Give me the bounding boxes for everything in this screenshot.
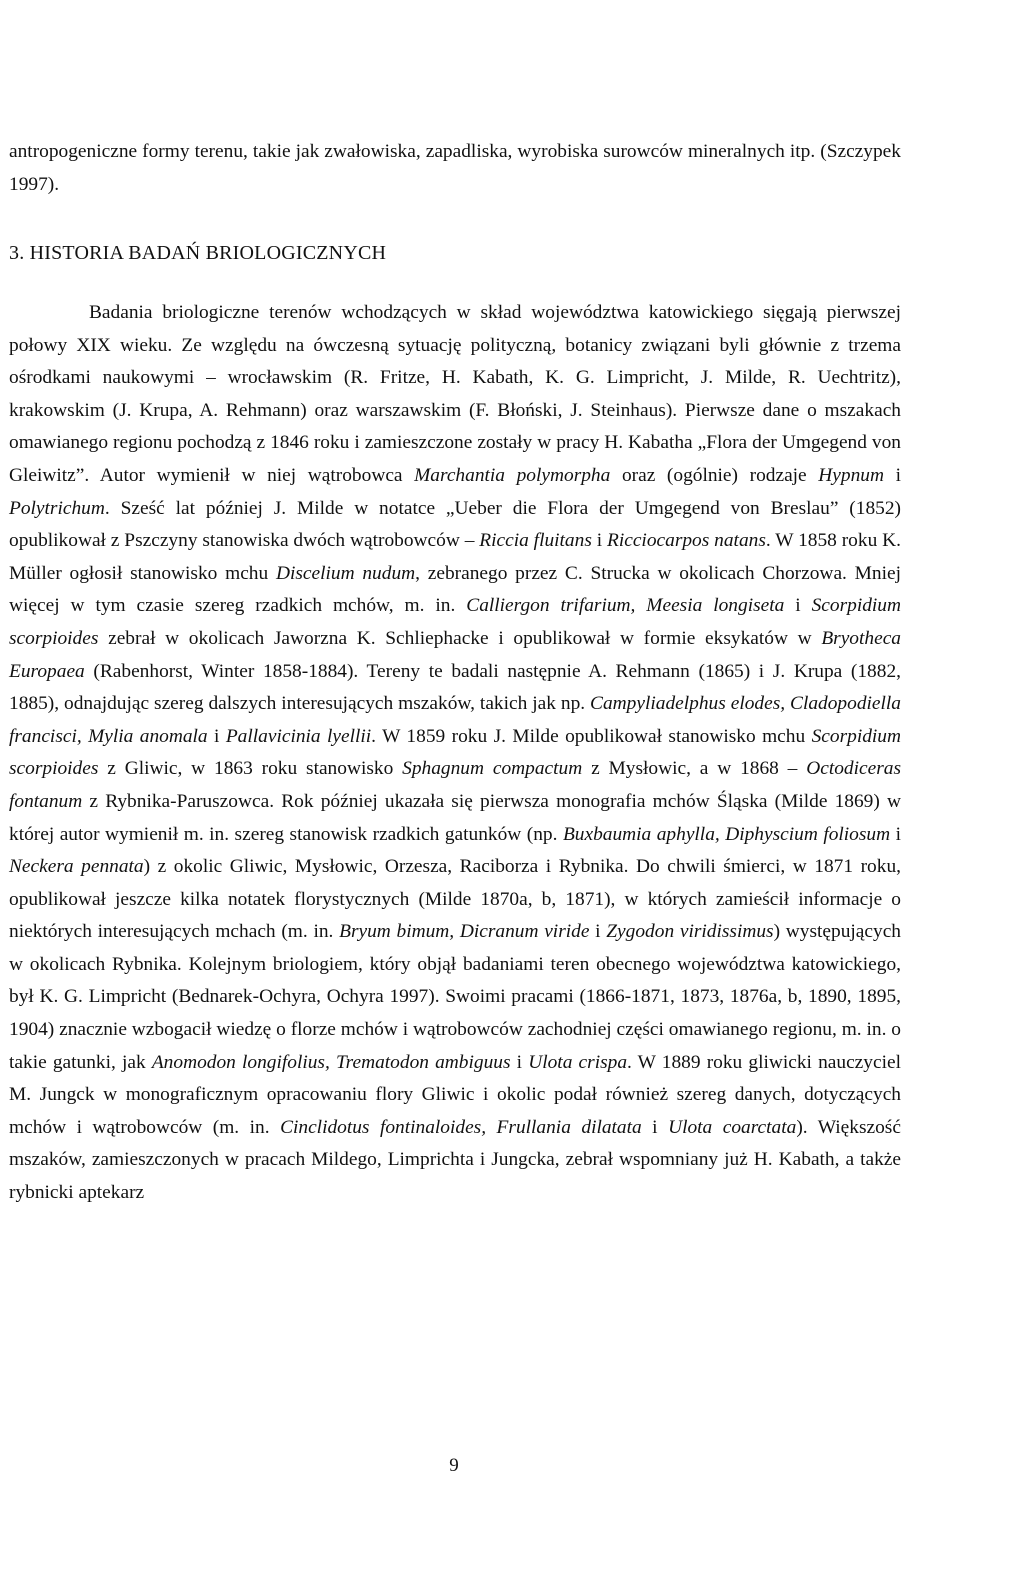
body-text-segment: i bbox=[510, 1051, 529, 1073]
species-name: Buxbaumia aphylla, Diphyscium foliosum bbox=[562, 823, 891, 845]
body-text-segment: i bbox=[883, 464, 901, 486]
species-name: Octodiceras fontanum bbox=[9, 758, 902, 812]
body-text-segment: . W 1889 roku gliwicki nauczyciel M. Jungck w monograficznym opracowaniu flory Gliwic i okolic podał również szereg danych, dotyczących mchów i wątrobowców (m. in. bbox=[9, 1051, 901, 1138]
species-name: Neckera pennata bbox=[9, 856, 144, 878]
body-text-segment: i bbox=[589, 921, 607, 943]
body-text-segment: oraz (ogólnie) rodzaje bbox=[610, 464, 819, 486]
body-text-segment: . W 1858 roku K. Müller ogłosił stanowisko mchu bbox=[9, 530, 901, 584]
intro-text: antropogeniczne formy terenu, takie jak zwałowiska, zapadliska, wyrobiska surowców mineralnych itp. (Szczypek 1997). bbox=[9, 141, 901, 195]
body-text-segment: ) z okolic Gliwic, Mysłowic, Orzesza, Raciborza i Rybnika. Do chwili śmierci, w 1871 roku, opublikował jeszcze kilka notatek florystycznych (Milde 1870a, b, 1871), w których zamieścił informacje o niektórych interesujących mchach (m. in. bbox=[9, 856, 901, 943]
species-name: Ulota coarctata bbox=[668, 1116, 797, 1138]
species-name: Polytrichum bbox=[9, 497, 105, 519]
body-text-segment: (Rabenhorst, Winter 1858-1884). Tereny te badali następnie A. Rehmann (1865) i J. Krupa (1882, 1885), odnajdując szereg dalszych interesujących mszaków, takich jak np. bbox=[9, 660, 901, 715]
body-text-segment: i bbox=[207, 725, 226, 747]
species-name: Marchantia polymorpha bbox=[414, 464, 611, 486]
body-paragraph bbox=[9, 297, 901, 1210]
body-text-segment: i bbox=[641, 1116, 669, 1138]
body-text-segment: . Sześć lat później J. Milde w notatce „Ueber die Flora der Umgegend von Breslau” (1852) opublikował z Pszczyny stanowiska dwóch wątrobowców – bbox=[9, 497, 901, 552]
body-text-segment: i bbox=[890, 823, 901, 845]
body-text-segment: zebrał w okolicach Jaworzna K. Schliephacke i opublikował w formie eksykatów w bbox=[98, 627, 822, 649]
species-name: Bryum bimum, Dicranum viride bbox=[339, 921, 590, 943]
species-name: Cinclidotus fontinaloides, Frullania dilatata bbox=[280, 1116, 642, 1138]
body-text-segment: i bbox=[784, 595, 812, 617]
species-name: Ricciocarpos natans bbox=[606, 530, 766, 552]
species-name: Riccia fluitans bbox=[479, 530, 592, 552]
species-name: Bryotheca Europaea bbox=[9, 627, 901, 682]
species-name: Calliergon trifarium, Meesia longiseta bbox=[466, 595, 785, 617]
species-name: Anomodon longifolius, Trematodon ambiguus bbox=[151, 1051, 511, 1073]
species-name: Discelium nudum bbox=[275, 562, 416, 584]
section-heading: 3. HISTORIA BADAŃ BRIOLOGICZNYCH bbox=[9, 242, 387, 264]
body-text-segment: . W 1859 roku J. Milde opublikował stanowisko mchu bbox=[371, 725, 812, 747]
body-text-segment: ). Większość mszaków, zamieszczonych w pracach Mildego, Limprichta i Jungcka, zebrał wspomniany już H. Kabath, a także rybnicki aptekarz bbox=[9, 1116, 901, 1204]
page-number: 9 bbox=[449, 1455, 459, 1476]
body-text-segment: i bbox=[591, 530, 607, 552]
body-text-segment: , zebranego przez C. Strucka w okolicach Chorzowa. Mniej więcej w tym czasie szereg rzadkich mchów, m. in. bbox=[9, 562, 901, 617]
body-text-segment: z Rybnika-Paruszowca. Rok później ukazała się pierwsza monografia mchów Śląska (Milde 1869) w której autor wymienił m. in. szereg stanowisk rzadkich gatunków (np. bbox=[9, 790, 901, 845]
body-text-segment: ) występujących w okolicach Rybnika. Kolejnym briologiem, który objął badaniami teren obecnego województwa katowickiego, był K. G. Limpricht (Bednarek-Ochyra, Ochyra 1997). Swoimi pracami (1866-1871, 1873, 1876a, b, 1890, 1895, 1904) znacznie wzbogacił wiedzę o florze mchów i wątrobowców zachodniej części omawianego regionu, m. in. o takie gatunki, jak bbox=[9, 921, 901, 1073]
species-name: Campyliadelphus elodes, Cladopodiella francisci, Mylia anomala bbox=[9, 693, 901, 747]
species-name: Scorpidium scorpioides bbox=[9, 725, 902, 780]
species-name: Ulota crispa bbox=[528, 1051, 628, 1073]
intro-paragraph bbox=[9, 136, 901, 201]
species-name: Sphagnum compactum bbox=[402, 758, 583, 780]
species-name: Pallavicinia lyellii bbox=[225, 725, 372, 747]
body-text-segment: z Gliwic, w 1863 roku stanowisko bbox=[98, 758, 403, 780]
body-text bbox=[9, 297, 901, 1210]
species-name: Hypnum bbox=[818, 464, 884, 486]
species-name: Scorpidium scorpioides bbox=[9, 595, 901, 649]
body-text-segment: z Mysłowic, a w 1868 – bbox=[582, 758, 807, 780]
body-text-segment: Badania briologiczne terenów wchodzących w skład województwa katowickiego sięgają pierwszej połowy XIX wieku. Ze względu na ówczesną sytuację polityczną, botanicy związani byli głównie z trzema ośrodkami naukowymi – wrocławskim (R. Fritze, H. Kabath, K. G. Limpricht, J. Milde, R. Uechtritz), krakowskim (J. Krupa, A. Rehmann) oraz warszawskim (F. Błoński, J. Steinhaus). Pierwsze dane o mszakach omawianego regionu pochodzą z 1846 roku i zamieszczone zostały w pracy H. Kabatha „Flora der Umgegend von Gleiwitz”. Autor wymienił w niej wątrobowca bbox=[9, 302, 901, 486]
species-name: Zygodon viridissimus bbox=[606, 921, 774, 943]
